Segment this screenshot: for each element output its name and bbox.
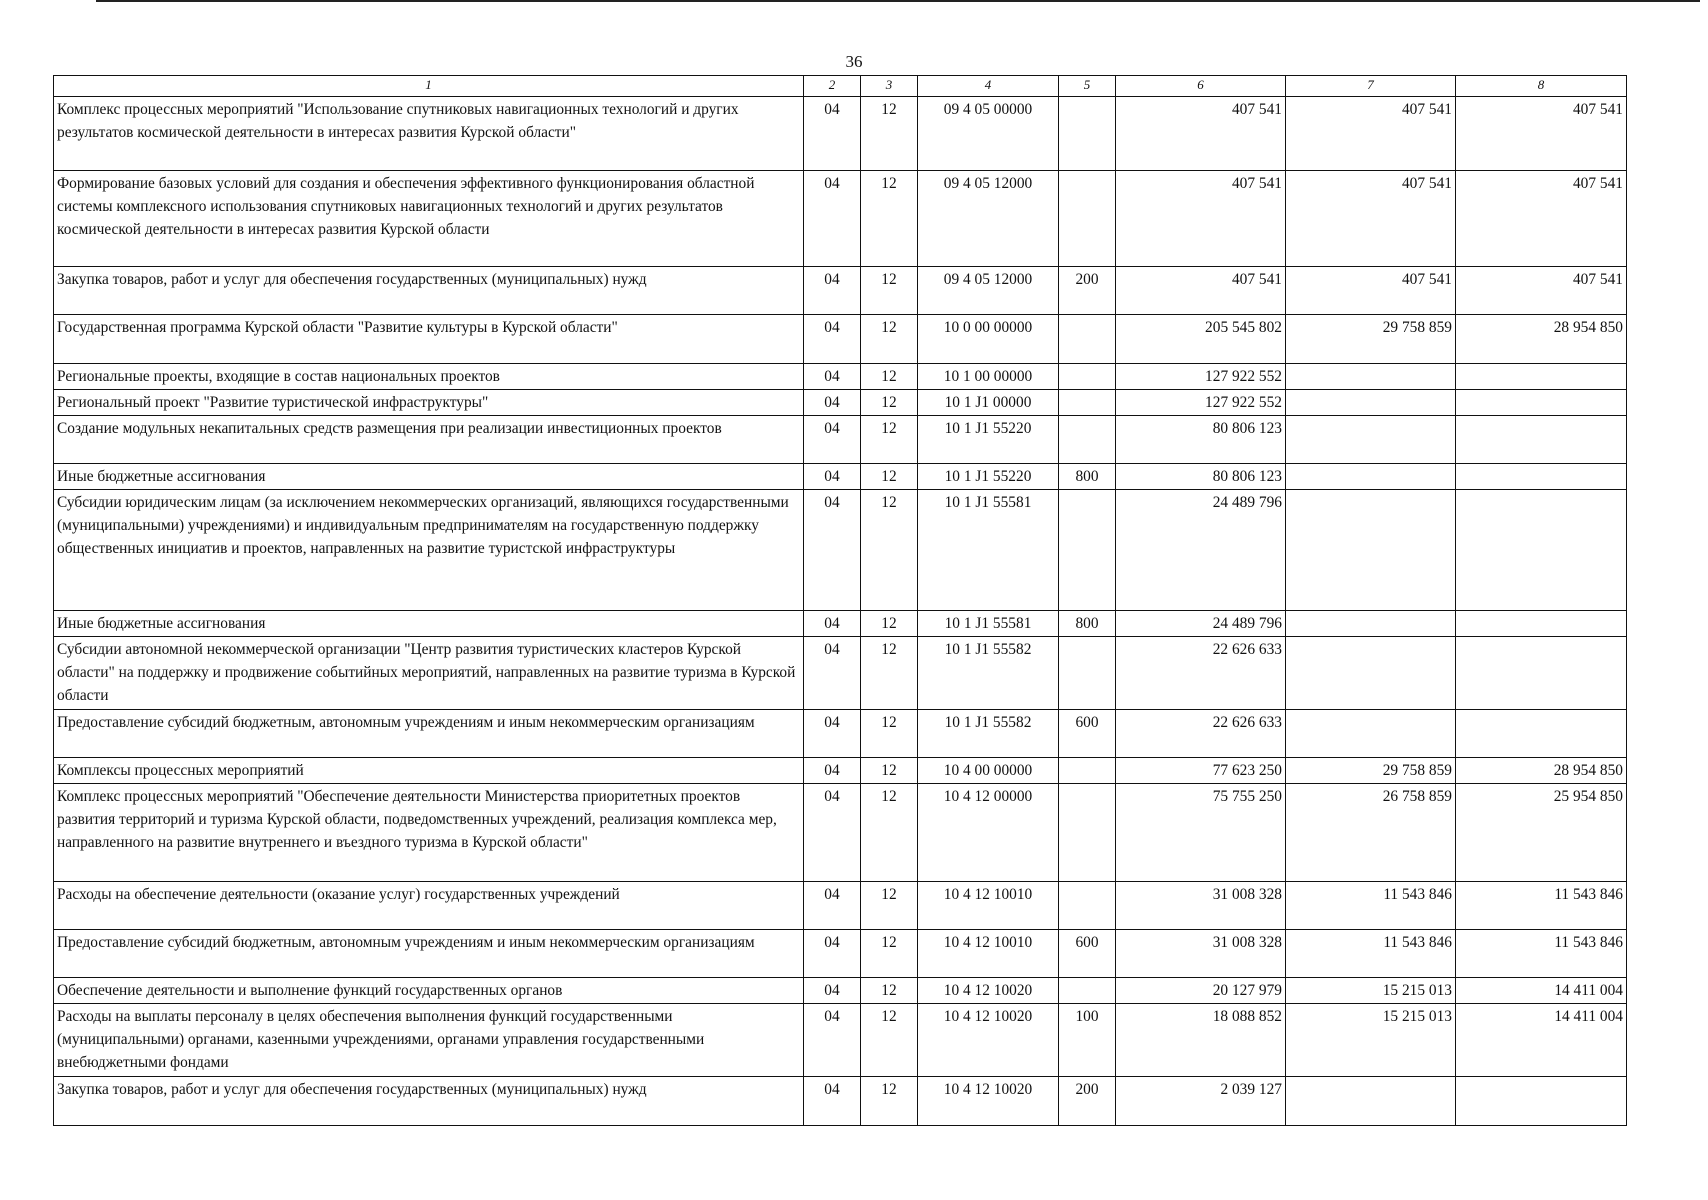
- target-article-code: 10 1 J1 55582: [918, 637, 1059, 710]
- target-article-code: 09 4 05 12000: [918, 267, 1059, 315]
- subsection-code: 12: [861, 490, 918, 611]
- page-number: 36: [845, 52, 863, 71]
- table-row: [54, 464, 1627, 490]
- amount-year-3: 14 411 004: [1456, 1004, 1627, 1077]
- target-article-code: 10 1 J1 55220: [918, 464, 1059, 490]
- amount-year-2: [1286, 637, 1456, 710]
- expense-type-code: 600: [1059, 930, 1116, 978]
- column-header: 7: [1286, 76, 1456, 97]
- expense-type-code: [1059, 758, 1116, 784]
- amount-year-1: 31 008 328: [1116, 882, 1286, 930]
- amount-year-2: 11 543 846: [1286, 882, 1456, 930]
- subsection-code: 12: [861, 882, 918, 930]
- row-name: Создание модульных некапитальных средств размещения при реализации инвестиционных проектов: [54, 416, 804, 464]
- row-name: Комплекс процессных мероприятий "Использование спутниковых навигационных технологий и других результатов космической деятельности в интересах развития Курской области": [54, 97, 804, 171]
- target-article-code: 10 1 J1 55582: [918, 710, 1059, 758]
- section-code: 04: [804, 978, 861, 1004]
- column-header: 8: [1456, 76, 1627, 97]
- section-code: 04: [804, 611, 861, 637]
- amount-year-3: 11 543 846: [1456, 882, 1627, 930]
- target-article-code: 10 4 12 10020: [918, 1077, 1059, 1126]
- section-code: 04: [804, 637, 861, 710]
- amount-year-2: [1286, 710, 1456, 758]
- section-code: 04: [804, 315, 861, 364]
- target-article-code: 09 4 05 12000: [918, 171, 1059, 267]
- section-code: 04: [804, 882, 861, 930]
- amount-year-1: 24 489 796: [1116, 611, 1286, 637]
- subsection-code: 12: [861, 390, 918, 416]
- table-row: [54, 882, 1627, 930]
- target-article-code: 10 1 J1 55581: [918, 611, 1059, 637]
- expense-type-code: [1059, 315, 1116, 364]
- expense-type-code: 800: [1059, 611, 1116, 637]
- section-code: 04: [804, 490, 861, 611]
- table-row: [54, 364, 1627, 390]
- subsection-code: 12: [861, 364, 918, 390]
- target-article-code: 10 4 12 10010: [918, 882, 1059, 930]
- section-code: 04: [804, 364, 861, 390]
- amount-year-3: 11 543 846: [1456, 930, 1627, 978]
- section-code: 04: [804, 930, 861, 978]
- table-row: [54, 978, 1627, 1004]
- amount-year-1: 75 755 250: [1116, 784, 1286, 882]
- amount-year-3: 28 954 850: [1456, 315, 1627, 364]
- column-header: 3: [861, 76, 918, 97]
- row-name: Субсидии юридическим лицам (за исключением некоммерческих организаций, являющихся государственными (муниципальными) учреждениями) и индивидуальным предпринимателям на государственную поддержку общественных инициатив и проектов, направленных на развитие туристской инфраструктуры: [54, 490, 804, 611]
- table-row: [54, 611, 1627, 637]
- amount-year-1: 20 127 979: [1116, 978, 1286, 1004]
- expense-type-code: 200: [1059, 1077, 1116, 1126]
- amount-year-3: [1456, 390, 1627, 416]
- amount-year-2: 29 758 859: [1286, 315, 1456, 364]
- expense-type-code: 200: [1059, 267, 1116, 315]
- table-header-row: [54, 76, 1627, 97]
- amount-year-1: 127 922 552: [1116, 390, 1286, 416]
- table-row: [54, 710, 1627, 758]
- target-article-code: 10 4 12 10020: [918, 1004, 1059, 1077]
- expense-type-code: [1059, 97, 1116, 171]
- subsection-code: 12: [861, 464, 918, 490]
- amount-year-1: 127 922 552: [1116, 364, 1286, 390]
- amount-year-2: 26 758 859: [1286, 784, 1456, 882]
- expense-type-code: [1059, 364, 1116, 390]
- row-name: Комплекс процессных мероприятий "Обеспечение деятельности Министерства приоритетных проектов развития территорий и туризма Курской области, подведомственных учреждений, реализация комплекса мер, направленного на развитие внутреннего и въездного туризма в Курской области": [54, 784, 804, 882]
- row-name: Иные бюджетные ассигнования: [54, 464, 804, 490]
- column-header: 5: [1059, 76, 1116, 97]
- subsection-code: 12: [861, 1004, 918, 1077]
- target-article-code: 10 4 12 00000: [918, 784, 1059, 882]
- amount-year-2: [1286, 364, 1456, 390]
- target-article-code: 09 4 05 00000: [918, 97, 1059, 171]
- subsection-code: 12: [861, 315, 918, 364]
- amount-year-3: [1456, 464, 1627, 490]
- amount-year-2: 407 541: [1286, 97, 1456, 171]
- amount-year-3: [1456, 490, 1627, 611]
- section-code: 04: [804, 97, 861, 171]
- section-code: 04: [804, 1077, 861, 1126]
- amount-year-2: 407 541: [1286, 267, 1456, 315]
- target-article-code: 10 1 J1 55581: [918, 490, 1059, 611]
- amount-year-2: [1286, 416, 1456, 464]
- row-name: Предоставление субсидий бюджетным, автономным учреждениям и иным некоммерческим организациям: [54, 930, 804, 978]
- row-name: Расходы на обеспечение деятельности (оказание услуг) государственных учреждений: [54, 882, 804, 930]
- section-code: 04: [804, 784, 861, 882]
- row-name: Закупка товаров, работ и услуг для обеспечения государственных (муниципальных) нужд: [54, 1077, 804, 1126]
- expense-type-code: [1059, 637, 1116, 710]
- amount-year-3: [1456, 364, 1627, 390]
- target-article-code: 10 1 00 00000: [918, 364, 1059, 390]
- section-code: 04: [804, 464, 861, 490]
- row-name: Иные бюджетные ассигнования: [54, 611, 804, 637]
- amount-year-1: 407 541: [1116, 97, 1286, 171]
- amount-year-1: 18 088 852: [1116, 1004, 1286, 1077]
- subsection-code: 12: [861, 1077, 918, 1126]
- amount-year-3: [1456, 611, 1627, 637]
- table-row: [54, 930, 1627, 978]
- section-code: 04: [804, 267, 861, 315]
- expense-type-code: 600: [1059, 710, 1116, 758]
- table-row: [54, 171, 1627, 267]
- table-row: [54, 758, 1627, 784]
- target-article-code: 10 4 12 10010: [918, 930, 1059, 978]
- row-name: Региональные проекты, входящие в состав национальных проектов: [54, 364, 804, 390]
- amount-year-3: [1456, 416, 1627, 464]
- amount-year-1: 22 626 633: [1116, 637, 1286, 710]
- subsection-code: 12: [861, 978, 918, 1004]
- subsection-code: 12: [861, 758, 918, 784]
- amount-year-2: 29 758 859: [1286, 758, 1456, 784]
- subsection-code: 12: [861, 611, 918, 637]
- amount-year-2: [1286, 611, 1456, 637]
- row-name: Закупка товаров, работ и услуг для обеспечения государственных (муниципальных) нужд: [54, 267, 804, 315]
- amount-year-3: 25 954 850: [1456, 784, 1627, 882]
- amount-year-1: 80 806 123: [1116, 416, 1286, 464]
- amount-year-2: 15 215 013: [1286, 978, 1456, 1004]
- row-name: Комплексы процессных мероприятий: [54, 758, 804, 784]
- subsection-code: 12: [861, 710, 918, 758]
- table-row: [54, 490, 1627, 611]
- expense-type-code: 100: [1059, 1004, 1116, 1077]
- expense-type-code: [1059, 882, 1116, 930]
- table-row: [54, 97, 1627, 171]
- expense-type-code: 800: [1059, 464, 1116, 490]
- row-name: Государственная программа Курской области "Развитие культуры в Курской области": [54, 315, 804, 364]
- amount-year-1: 205 545 802: [1116, 315, 1286, 364]
- amount-year-3: [1456, 710, 1627, 758]
- column-header: 1: [54, 76, 804, 97]
- column-header: 2: [804, 76, 861, 97]
- table-row: [54, 267, 1627, 315]
- target-article-code: 10 4 12 10020: [918, 978, 1059, 1004]
- amount-year-3: [1456, 637, 1627, 710]
- table-row: [54, 637, 1627, 710]
- expense-type-code: [1059, 416, 1116, 464]
- table-row: [54, 1004, 1627, 1077]
- expense-type-code: [1059, 978, 1116, 1004]
- target-article-code: 10 0 00 00000: [918, 315, 1059, 364]
- subsection-code: 12: [861, 267, 918, 315]
- table-row: [54, 1077, 1627, 1126]
- section-code: 04: [804, 416, 861, 464]
- amount-year-1: 80 806 123: [1116, 464, 1286, 490]
- table-body: [54, 76, 1627, 1126]
- amount-year-1: 24 489 796: [1116, 490, 1286, 611]
- target-article-code: 10 4 00 00000: [918, 758, 1059, 784]
- section-code: 04: [804, 758, 861, 784]
- expense-type-code: [1059, 390, 1116, 416]
- amount-year-3: 14 411 004: [1456, 978, 1627, 1004]
- subsection-code: 12: [861, 784, 918, 882]
- subsection-code: 12: [861, 171, 918, 267]
- amount-year-2: 11 543 846: [1286, 930, 1456, 978]
- section-code: 04: [804, 1004, 861, 1077]
- row-name: Субсидии автономной некоммерческой организации "Центр развития туристических кластеров Курской области" на поддержку и продвижение событийных мероприятий, направленных на развитие туризма в Курской области: [54, 637, 804, 710]
- subsection-code: 12: [861, 97, 918, 171]
- row-name: Формирование базовых условий для создания и обеспечения эффективного функционирования областной системы комплексного использования спутниковых навигационных технологий и других результатов космической деятельности в интересах развития Курской области: [54, 171, 804, 267]
- amount-year-1: 22 626 633: [1116, 710, 1286, 758]
- subsection-code: 12: [861, 930, 918, 978]
- target-article-code: 10 1 J1 55220: [918, 416, 1059, 464]
- table-row: [54, 390, 1627, 416]
- row-name: Предоставление субсидий бюджетным, автономным учреждениям и иным некоммерческим организациям: [54, 710, 804, 758]
- amount-year-1: 2 039 127: [1116, 1077, 1286, 1126]
- amount-year-1: 407 541: [1116, 171, 1286, 267]
- amount-year-3: 407 541: [1456, 171, 1627, 267]
- column-header: 4: [918, 76, 1059, 97]
- scan-top-edge: [96, 0, 1700, 2]
- table-row: [54, 784, 1627, 882]
- amount-year-1: 77 623 250: [1116, 758, 1286, 784]
- expense-type-code: [1059, 490, 1116, 611]
- amount-year-2: 15 215 013: [1286, 1004, 1456, 1077]
- row-name: Расходы на выплаты персоналу в целях обеспечения выполнения функций государственными (муниципальными) органами, казенными учреждениями, органами управления государственными внебюджетными фондами: [54, 1004, 804, 1077]
- target-article-code: 10 1 J1 00000: [918, 390, 1059, 416]
- amount-year-1: 407 541: [1116, 267, 1286, 315]
- table-row: [54, 315, 1627, 364]
- column-header: 6: [1116, 76, 1286, 97]
- budget-table: [53, 75, 1627, 1126]
- amount-year-2: 407 541: [1286, 171, 1456, 267]
- section-code: 04: [804, 390, 861, 416]
- expense-type-code: [1059, 784, 1116, 882]
- amount-year-2: [1286, 1077, 1456, 1126]
- row-name: Обеспечение деятельности и выполнение функций государственных органов: [54, 978, 804, 1004]
- expense-type-code: [1059, 171, 1116, 267]
- amount-year-2: [1286, 490, 1456, 611]
- row-name: Региональный проект "Развитие туристической инфраструктуры": [54, 390, 804, 416]
- amount-year-1: 31 008 328: [1116, 930, 1286, 978]
- subsection-code: 12: [861, 416, 918, 464]
- amount-year-3: 407 541: [1456, 97, 1627, 171]
- amount-year-2: [1286, 390, 1456, 416]
- amount-year-2: [1286, 464, 1456, 490]
- amount-year-3: 407 541: [1456, 267, 1627, 315]
- section-code: 04: [804, 710, 861, 758]
- section-code: 04: [804, 171, 861, 267]
- amount-year-3: [1456, 1077, 1627, 1126]
- amount-year-3: 28 954 850: [1456, 758, 1627, 784]
- subsection-code: 12: [861, 637, 918, 710]
- table-row: [54, 416, 1627, 464]
